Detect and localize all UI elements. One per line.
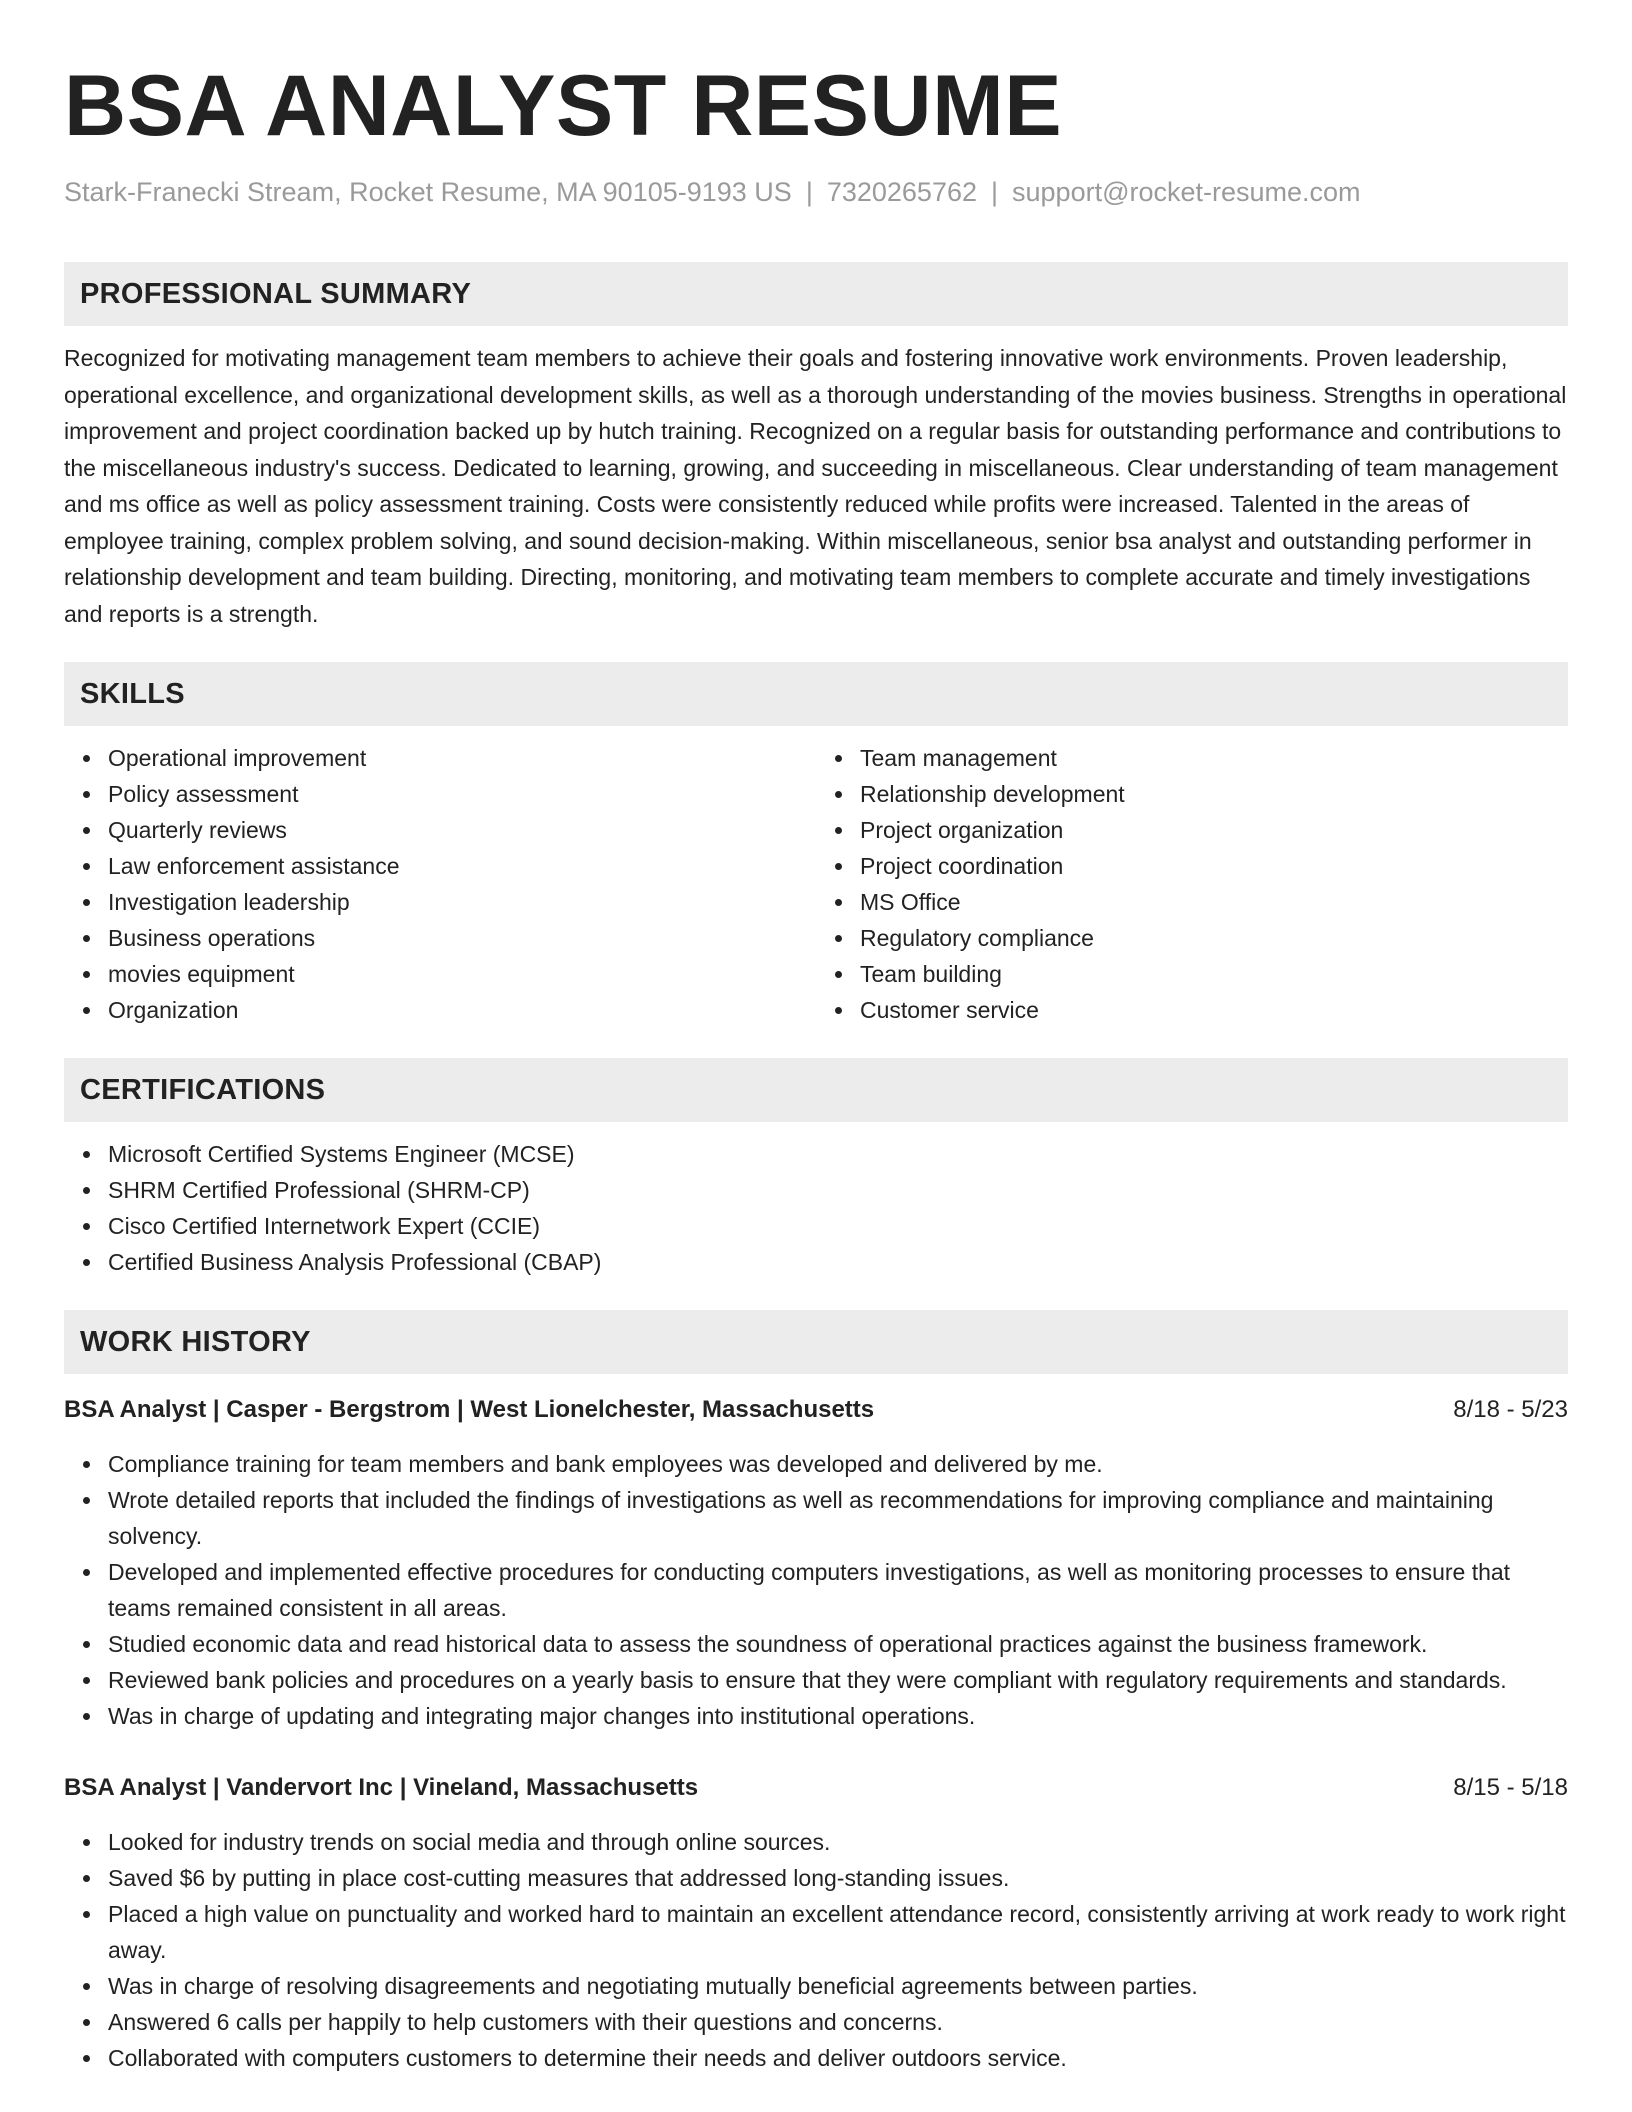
skill-item: Operational improvement xyxy=(108,740,816,776)
section-header-work-history: WORK HISTORY xyxy=(64,1310,1568,1374)
section-header-skills: SKILLS xyxy=(64,662,1568,726)
job-bullets xyxy=(64,1824,1568,2076)
skill-item: Project coordination xyxy=(860,848,1568,884)
job-bullet: Developed and implemented effective procedures for conducting computers investigations, as well as monitoring processes to ensure that teams remained consistent in all areas. xyxy=(108,1554,1568,1626)
job-bullet: Was in charge of updating and integrating major changes into institutional operations. xyxy=(108,1698,1568,1734)
skill-item: Business operations xyxy=(108,920,816,956)
job-bullet: Compliance training for team members and bank employees was developed and delivered by me. xyxy=(108,1446,1568,1482)
contact-separator: | xyxy=(991,177,999,207)
skills-column-left xyxy=(64,740,816,1028)
job-entry xyxy=(64,1772,1568,2076)
summary-text: Recognized for motivating management team members to achieve their goals and fostering innovative work environments. Proven leadership, operational excellence, and organizational development skills, as well as a thorough understanding of the movies business. Strengths in operational improvement and project coordination backed up by hutch training. Recognized on a regular basis for outstanding performance and contributions to the miscellaneous industry's success. Dedicated to learning, growing, and succeeding in miscellaneous. Clear understanding of team management and ms office as well as policy assessment training. Costs were consistently reduced while profits were increased. Talented in the areas of employee training, complex problem solving, and sound decision-making. Within miscellaneous, senior bsa analyst and outstanding performer in relationship development and team building. Directing, monitoring, and motivating team members to complete accurate and timely investigations and reports is a strength. xyxy=(64,345,1567,627)
certification-item: Certified Business Analysis Professional (CBAP) xyxy=(108,1244,1568,1280)
job-bullet: Reviewed bank policies and procedures on a yearly basis to ensure that they were compliant with regulatory requirements and standards. xyxy=(108,1662,1568,1698)
skill-item: Policy assessment xyxy=(108,776,816,812)
job-bullet: Collaborated with computers customers to determine their needs and deliver outdoors service. xyxy=(108,2040,1568,2076)
contact-line xyxy=(64,176,1568,208)
job-title: BSA Analyst | Vandervort Inc | Vineland, Massachusetts xyxy=(64,1774,699,1801)
skill-item: Regulatory compliance xyxy=(860,920,1568,956)
skill-item: MS Office xyxy=(860,884,1568,920)
job-bullet: Looked for industry trends on social media and through online sources. xyxy=(108,1824,1568,1860)
skill-item: Team management xyxy=(860,740,1568,776)
skill-item: Investigation leadership xyxy=(108,884,816,920)
skill-item: Project organization xyxy=(860,812,1568,848)
certification-item: Cisco Certified Internetwork Expert (CCIE) xyxy=(108,1208,1568,1244)
job-title-row xyxy=(64,1772,1568,1804)
skill-item: Organization xyxy=(108,992,816,1028)
skills-column-right xyxy=(816,740,1568,1028)
certifications-list xyxy=(64,1136,1568,1280)
skill-item: Quarterly reviews xyxy=(108,812,816,848)
certification-item: Microsoft Certified Systems Engineer (MCSE) xyxy=(108,1136,1568,1172)
section-header-summary: PROFESSIONAL SUMMARY xyxy=(64,262,1568,326)
job-dates: 8/18 - 5/23 xyxy=(1453,1396,1568,1423)
contact-address: Stark-Franecki Stream, Rocket Resume, MA 90105-9193 US xyxy=(64,177,792,207)
job-bullets xyxy=(64,1446,1568,1734)
job-entry xyxy=(64,1394,1568,1734)
section-header-certifications: CERTIFICATIONS xyxy=(64,1058,1568,1122)
job-bullet: Was in charge of resolving disagreements and negotiating mutually beneficial agreements between parties. xyxy=(108,1968,1568,2004)
job-bullet: Wrote detailed reports that included the findings of investigations as well as recommendations for improving compliance and maintaining solvency. xyxy=(108,1482,1568,1554)
contact-phone: 7320265762 xyxy=(826,177,977,207)
skills-grid xyxy=(64,740,1568,1028)
skill-item: Team building xyxy=(860,956,1568,992)
skill-item: Relationship development xyxy=(860,776,1568,812)
skill-item: movies equipment xyxy=(108,956,816,992)
job-title: BSA Analyst | Casper - Bergstrom | West Lionelchester, Massachusetts xyxy=(64,1396,875,1423)
contact-separator: | xyxy=(805,177,813,207)
certification-item: SHRM Certified Professional (SHRM-CP) xyxy=(108,1172,1568,1208)
job-bullet: Placed a high value on punctuality and worked hard to maintain an excellent attendance record, consistently arriving at work ready to work right away. xyxy=(108,1896,1568,1968)
contact-email: support@rocket-resume.com xyxy=(1012,177,1361,207)
skill-item: Law enforcement assistance xyxy=(108,848,816,884)
job-bullet: Saved $6 by putting in place cost-cutting measures that addressed long-standing issues. xyxy=(108,1860,1568,1896)
resume-title: BSA ANALYST RESUME xyxy=(64,58,1063,154)
job-dates: 8/15 - 5/18 xyxy=(1453,1774,1568,1801)
job-title-row xyxy=(64,1394,1568,1426)
skill-item: Customer service xyxy=(860,992,1568,1028)
job-bullet: Studied economic data and read historical data to assess the soundness of operational practices against the business framework. xyxy=(108,1626,1568,1662)
job-bullet: Answered 6 calls per happily to help customers with their questions and concerns. xyxy=(108,2004,1568,2040)
